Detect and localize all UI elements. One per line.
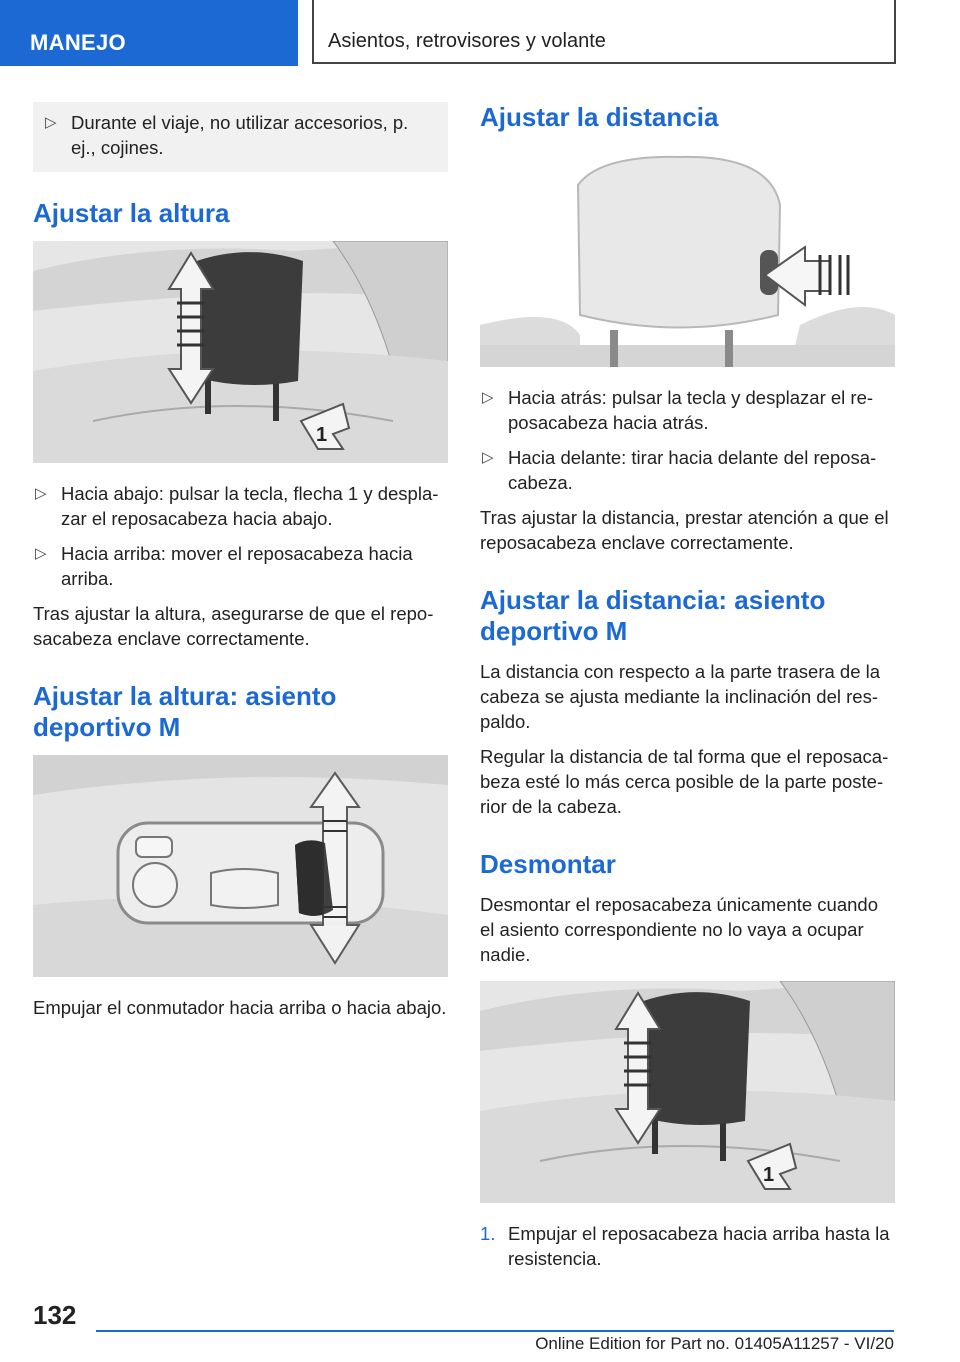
altura-item-up: ▷ Hacia arriba: mover el reposacabeza hacia arriba. <box>35 543 413 589</box>
distancia-item-front: ▷ Hacia delante: tirar hacia delante del reposa‐cabeza. <box>482 447 877 493</box>
footer-rule <box>96 1330 894 1332</box>
distancia-item-back: ▷ Hacia atrás: pulsar la tecla y desplazar el re‐posacabeza hacia atrás. <box>482 387 874 433</box>
triangle-bullet-icon: ▷ <box>35 545 47 562</box>
heading-ajustar-altura: Ajustar la altura <box>33 198 230 228</box>
left-column <box>33 102 448 1030</box>
altura-deportivo-paragraph: Empujar el conmutador hacia arriba o hacia abajo. <box>33 997 447 1018</box>
distancia-deportivo-paragraph-1: La distancia con respecto a la parte trasera de la cabeza se ajusta mediante la inclinación del res‐paldo. <box>480 661 881 732</box>
triangle-bullet-icon: ▷ <box>35 485 47 502</box>
step-1: 1. Empujar el reposacabeza hacia arriba hasta la resistencia. <box>480 1223 890 1269</box>
triangle-bullet-icon: ▷ <box>482 389 494 406</box>
svg-text:1: 1 <box>763 1164 775 1186</box>
distancia-paragraph: Tras ajustar la distancia, prestar atención a que el reposacabeza enclave correctamente. <box>480 507 889 553</box>
figure-seat-switch <box>33 755 448 977</box>
figure-headrest-removal <box>480 981 895 1203</box>
altura-paragraph: Tras ajustar la altura, asegurarse de que el repo‐sacabeza enclave correctamente. <box>33 603 434 649</box>
right-column <box>480 102 895 1271</box>
figure-headrest-distance <box>480 145 895 367</box>
altura-item-down: ▷ Hacia abajo: pulsar la tecla, flecha 1 y despla‐zar el reposacabeza hacia abajo. <box>35 483 439 529</box>
footer-edition: Online Edition for Part no. 01405A11257 - VI/20 <box>535 1334 894 1353</box>
step-number: 1. <box>480 1223 496 1244</box>
heading-distancia-deportivo: Ajustar la distancia: asiento deportivo M <box>480 585 826 646</box>
note-box <box>33 102 448 172</box>
heading-altura-deportivo: Ajustar la altura: asiento deportivo M <box>33 681 337 742</box>
heading-ajustar-distancia: Ajustar la distancia <box>480 102 719 132</box>
figure-headrest-height <box>33 241 448 463</box>
svg-text:1: 1 <box>316 424 328 446</box>
triangle-bullet-icon: ▷ <box>482 449 494 466</box>
note-item: ▷ Durante el viaje, no utilizar accesorios, p. ej., cojines. <box>45 112 409 158</box>
heading-desmontar: Desmontar <box>480 849 616 879</box>
desmontar-paragraph: Desmontar el reposacabeza únicamente cuando el asiento correspondiente no lo vaya a ocupar nadie. <box>480 894 878 965</box>
header-section: MANEJO <box>0 0 298 66</box>
header-chapter: Asientos, retrovisores y volante <box>312 0 896 64</box>
triangle-bullet-icon: ▷ <box>45 114 57 131</box>
page-number: 132 <box>33 1300 77 1330</box>
distancia-deportivo-paragraph-2: Regular la distancia de tal forma que el reposaca‐beza esté lo más cerca posible de la parte poste‐rior de la cabeza. <box>480 746 889 817</box>
